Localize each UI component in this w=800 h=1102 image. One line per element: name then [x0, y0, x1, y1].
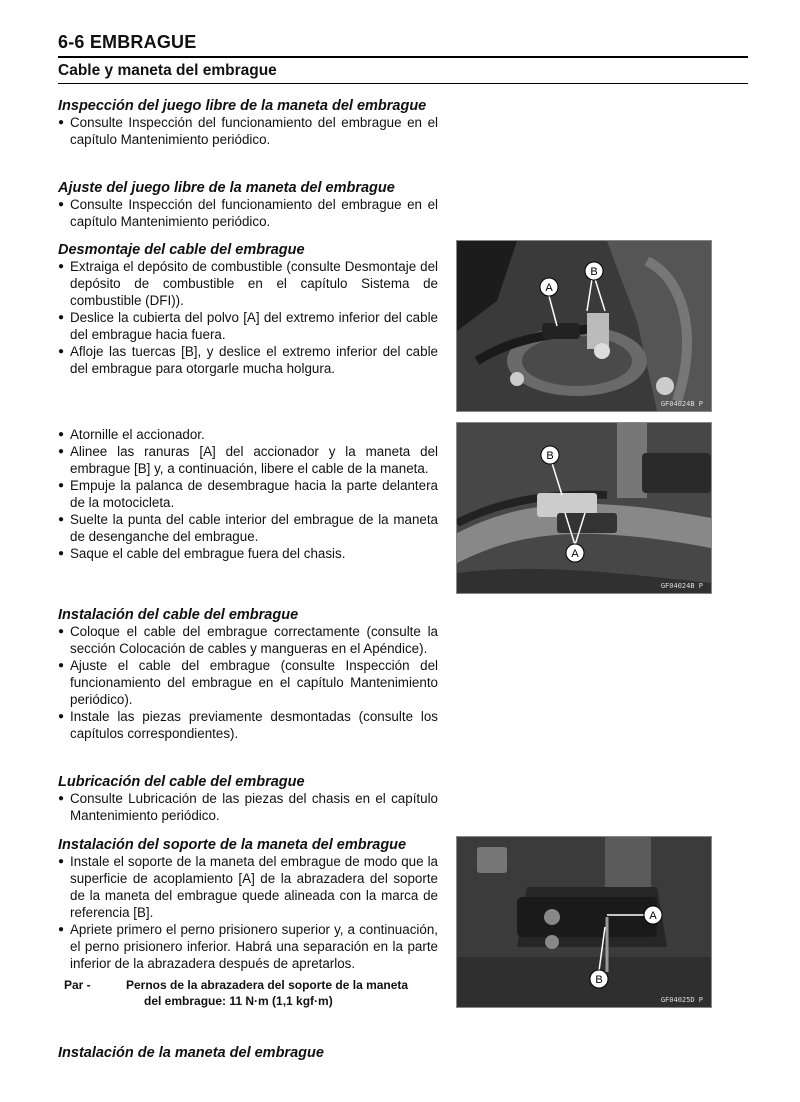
bullet: ● Atornille el accionador. [58, 426, 438, 443]
callout-b: B [595, 974, 603, 986]
bullet: ● Alinee las ranuras [A] del accionador y la maneta del embrague [B] y, a continuación, libere el cable de la maneta. [58, 443, 438, 477]
heading-ajuste: Ajuste del juego libre de la maneta del embrague [58, 180, 395, 196]
block-soporte [58, 837, 438, 1009]
page-header [58, 32, 748, 84]
bullet: ● Saque el cable del embrague fuera del chasis. [58, 545, 438, 562]
block-maneta [58, 1045, 438, 1061]
section-title: Cable y maneta del embrague [58, 58, 748, 84]
heading-instalacion: Instalación del cable del embrague [58, 607, 299, 623]
bullet: ● Instale las piezas previamente desmontadas (consulte los capítulos correspondientes). [58, 708, 438, 742]
bullet: ● Consulte Lubricación de las piezas del chasis en el capítulo Mantenimiento periódico. [58, 790, 438, 824]
block-lubricacion [58, 774, 438, 824]
bullet: ● Afloje las tuercas [B], y deslice el extremo inferior del cable del embrague para otorgarle mucha holgura. [58, 343, 438, 377]
bullet: ● Ajuste el cable del embrague (consulte Inspección del funcionamiento del embrague en el capítulo Mantenimiento periódico). [58, 657, 438, 708]
figure-cable-lower-end [456, 240, 712, 412]
torque-line-1: Pernos de la abrazadera del soporte de la maneta [126, 978, 409, 992]
block-inspeccion [58, 98, 438, 148]
callout-a: A [649, 910, 657, 922]
callout-a: A [545, 282, 553, 294]
heading-soporte: Instalación del soporte de la maneta del embrague [58, 837, 407, 853]
block-desmontaje [58, 242, 438, 377]
block-ajuste [58, 180, 438, 230]
callout-b: B [546, 450, 554, 462]
heading-maneta: Instalación de la maneta del embrague [58, 1045, 324, 1061]
figure-illustration [457, 837, 711, 1007]
bullet: ● Instale el soporte de la maneta del embrague de modo que la superficie de acoplamiento [A] de la abrazadera del soporte de la maneta del embrague quede alineada con la marca de referencia [B]. [58, 853, 438, 921]
callout-a: A [571, 548, 579, 560]
figure-lever-slots [456, 422, 712, 594]
heading-desmontaje: Desmontaje del cable del embrague [58, 242, 305, 258]
callout-b: B [590, 266, 598, 278]
figure-lever-holder [456, 836, 712, 1008]
bullet: ● Consulte Inspección del funcionamiento del embrague en el capítulo Mantenimiento periódico. [58, 114, 438, 148]
torque-label: Par - [64, 978, 91, 992]
figure-code: GF04024B P [660, 400, 703, 408]
bullet: ● Consulte Inspección del funcionamiento del embrague en el capítulo Mantenimiento periódico. [58, 196, 438, 230]
heading-inspeccion: Inspección del juego libre de la maneta del embrague [58, 98, 427, 114]
figure-illustration [457, 241, 711, 411]
bullet: ● Deslice la cubierta del polvo [A] del extremo inferior del cable del embrague hacia fuera. [58, 309, 438, 343]
figure-illustration [457, 423, 711, 593]
bullet: ● Coloque el cable del embrague correctamente (consulte la sección Colocación de cables y mangueras en el Apéndice). [58, 623, 438, 657]
figure-code: GF04024B P [660, 582, 703, 590]
block-desmontaje-2 [58, 426, 438, 562]
figure-code: GF04025D P [660, 996, 703, 1004]
block-instalacion [58, 607, 438, 742]
torque-spec [58, 977, 438, 1009]
heading-lubricacion: Lubricación del cable del embrague [58, 774, 305, 790]
bullet: ● Apriete primero el perno prisionero superior y, a continuación, el perno prisionero inferior. Habrá una separación en la parte inferior de la abrazadera después de apretarlos. [58, 921, 438, 972]
chapter-title: 6-6 EMBRAGUE [58, 32, 748, 58]
bullet: ● Suelte la punta del cable interior del embrague de la maneta de desenganche del embrague. [58, 511, 438, 545]
torque-line-2: del embrague: 11 N·m (1,1 kgf·m) [144, 994, 333, 1008]
bullet: ● Extraiga el depósito de combustible (consulte Desmontaje del depósito de combustible en el capítulo Sistema de combustible (DFI)). [58, 258, 438, 309]
bullet: ● Empuje la palanca de desembrague hacia la parte delantera de la motocicleta. [58, 477, 438, 511]
